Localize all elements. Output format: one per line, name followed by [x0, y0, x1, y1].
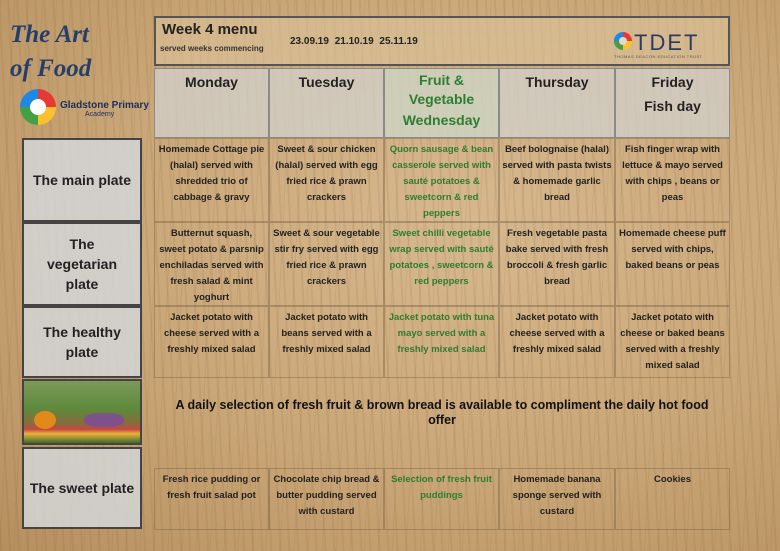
day-header-tuesday [269, 68, 384, 138]
menu-row-vegetarian-plate [154, 222, 730, 306]
day-name: Monday [185, 74, 238, 90]
trust-logo-icon [614, 32, 632, 50]
day-name: Friday [651, 74, 694, 90]
day-name: Thursday [525, 74, 589, 90]
menu-cell: Fresh vegetable pasta bake served with fresh broccoli & fresh garlic bread [499, 222, 615, 306]
row-label-vegetarian-plate: The vegetarian plate [22, 222, 142, 306]
menu-header [154, 16, 730, 66]
day-name: Fruit & Vegetable [408, 72, 475, 107]
menu-subtitle: served weeks commencing [160, 44, 264, 53]
menu-cell: Jacket potato with beans served with a freshly mixed salad [269, 306, 384, 378]
menu-cell: Jacket potato with cheese or baked beans served with a freshly mixed salad [615, 306, 730, 378]
row-label-healthy-plate: The healthy plate [22, 306, 142, 378]
menu-cell: Fish finger wrap with lettuce & mayo served with chips , beans or peas [615, 138, 730, 222]
menu-cell: Homemade cheese puff served with chips, baked beans or peas [615, 222, 730, 306]
brand-title-line2: of Food [10, 55, 92, 82]
menu-cell: Jacket potato with tuna mayo served with a freshly mixed salad [384, 306, 499, 378]
menu-dates: 23.09.19 21.10.19 25.11.19 [290, 36, 418, 47]
menu-cell: Sweet chilli vegetable wrap served with sauté potatoes , sweetcorn & red peppers [384, 222, 499, 306]
day-name: Tuesday [298, 74, 355, 90]
menu-cell: Homemade Cottage pie (halal) served with shredded trio of cabbage & gravy [154, 138, 269, 222]
school-name: Gladstone Primary [60, 100, 149, 111]
day-headers [154, 68, 730, 138]
menu-row-healthy-plate [154, 306, 730, 378]
row-label-main-plate: The main plate [22, 138, 142, 222]
menu-cell: Sweet & sour vegetable stir fry served with egg fried rice & prawn crackers [269, 222, 384, 306]
day-subtitle: Fish day [644, 98, 701, 114]
menu-cell: Selection of fresh fruit puddings [384, 468, 499, 530]
brand-title [10, 18, 150, 86]
day-header-wednesday [384, 68, 499, 138]
row-label-sweet-plate: The sweet plate [22, 447, 142, 529]
menu-cell: Quorn sausage & bean casserole served with sauté potatoes & sweetcorn & red peppers [384, 138, 499, 222]
menu-cell: Jacket potato with cheese served with a freshly mixed salad [499, 306, 615, 378]
menu-cell: Beef bolognaise (halal) served with pasta twists & homemade garlic bread [499, 138, 615, 222]
school-logo-block [20, 89, 160, 129]
day-header-friday [615, 68, 730, 138]
menu-title: Week 4 menu [162, 21, 258, 38]
menu-cell: Jacket potato with cheese served with a freshly mixed salad [154, 306, 269, 378]
school-logo-icon [20, 89, 56, 125]
menu-row-main-plate [154, 138, 730, 222]
school-subtitle: Academy [85, 111, 115, 118]
vegetable-garden-photo [22, 379, 142, 445]
daily-fruit-banner: A daily selection of fresh fruit & brown bread is available to compliment the daily hot food offer [175, 398, 709, 427]
menu-cell: Cookies [615, 468, 730, 530]
menu-cell: Butternut squash, sweet potato & parsnip enchiladas served with fresh salad & mint yoghurt [154, 222, 269, 306]
day-header-thursday [499, 68, 615, 138]
menu-cell: Fresh rice pudding or fresh fruit salad pot [154, 468, 269, 530]
day-header-monday [154, 68, 269, 138]
menu-row-sweet-plate [154, 468, 730, 530]
trust-subtitle: THOMAS DEACON EDUCATION TRUST [614, 54, 703, 59]
menu-cell: Homemade banana sponge served with custard [499, 468, 615, 530]
brand-title-line1: The Art [10, 21, 89, 48]
trust-name: TDET [634, 30, 700, 55]
menu-cell: Sweet & sour chicken (halal) served with egg fried rice & prawn crackers [269, 138, 384, 222]
menu-cell: Chocolate chip bread & butter pudding served with custard [269, 468, 384, 530]
day-subtitle: Wednesday [402, 112, 481, 128]
